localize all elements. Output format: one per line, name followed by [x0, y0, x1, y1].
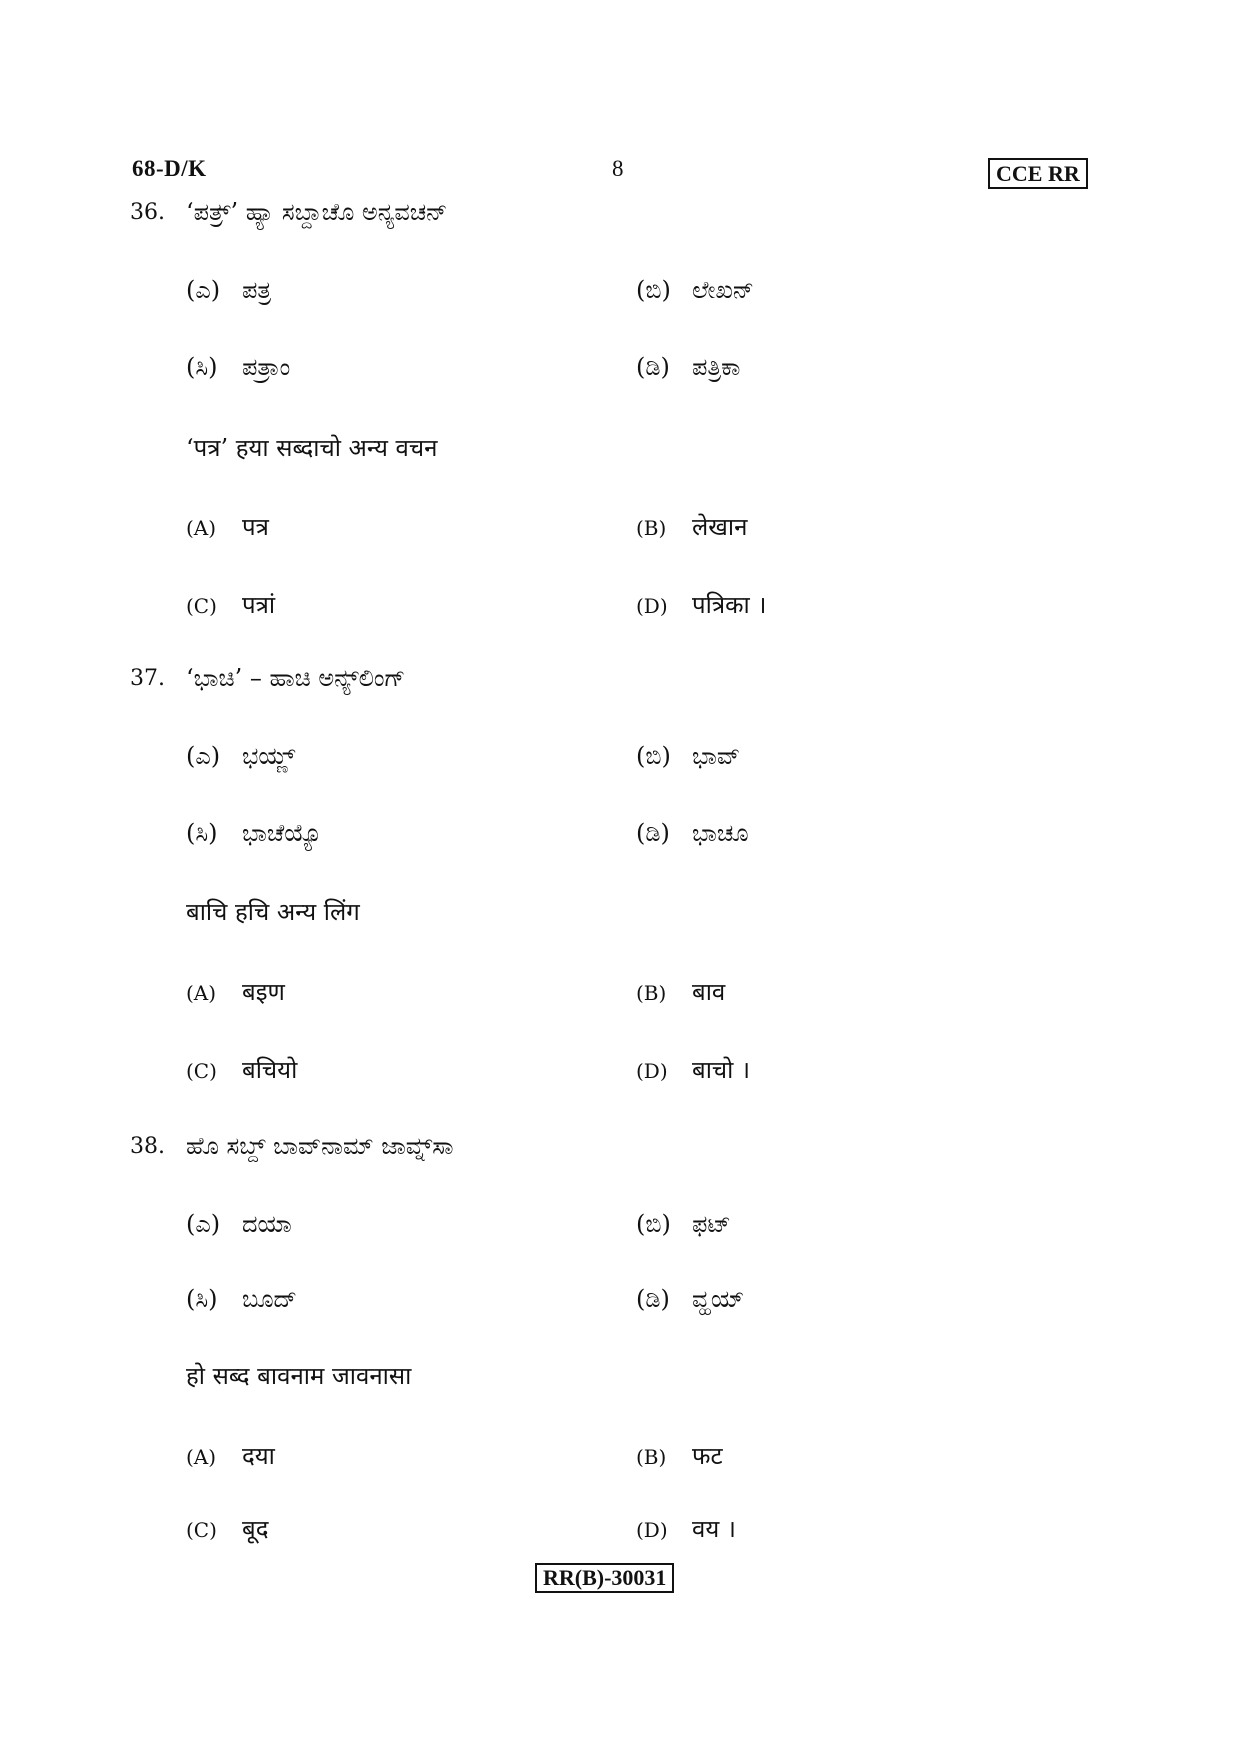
option-kannada-a[interactable] [186, 1209, 292, 1239]
option-text: ಭಯ್ಣ್ [242, 742, 296, 770]
option-label: (ಬಿ) [636, 1210, 671, 1238]
option-text: ಲೇಖನ್ [692, 276, 755, 304]
option-text: ಪತ್ರಾಂ [242, 353, 291, 381]
option-label: (C) [186, 1518, 217, 1542]
option-label: (ಬಿ) [636, 742, 671, 770]
option-text: पत्रां [242, 591, 276, 619]
option-kannada-c[interactable] [186, 352, 290, 382]
page-number: 8 [612, 156, 624, 181]
option-text: ಫಟ್ [692, 1210, 731, 1238]
option-kannada-c[interactable] [186, 818, 322, 848]
option-text: वय । [692, 1515, 736, 1543]
option-kannada-a[interactable] [186, 275, 271, 305]
option-text: पत्रिका । [692, 591, 767, 619]
option-kannada-c[interactable] [186, 1284, 297, 1314]
option-label: (D) [636, 1059, 668, 1083]
option-kannada-a[interactable] [186, 741, 295, 771]
option-label: (ಬಿ) [636, 276, 671, 304]
option-devanagari-d[interactable] [636, 1514, 736, 1545]
option-devanagari-c[interactable] [186, 590, 275, 621]
option-label: (D) [636, 1518, 668, 1542]
option-devanagari-d[interactable] [636, 1055, 750, 1086]
question-text-kannada: ‘ಪತ್ರ್’ ಹ್ಯಾ ಸಬ್ದಾಚೊ ಅನ್ಯವಚನ್ [186, 198, 448, 226]
option-label: (C) [186, 594, 217, 618]
option-label: (ಸಿ) [186, 1285, 218, 1313]
question-text-kannada: ‘ಭಾಚಿ’ – ಹಾಚಿ ಅನ್ಯ್‌ಲಿಂಗ್ [186, 664, 406, 692]
option-text: ಬೂದ್ [242, 1285, 297, 1313]
question-text-kannada: ಹೊ ಸಬ್ದ್ ಬಾವ್‌ನಾಮ್ ಜಾವ್ನ್‌ಸಾ [186, 1132, 454, 1160]
option-text: ಪತ್ರಿಕಾ [692, 353, 741, 381]
option-label: (ಎ) [186, 1210, 221, 1238]
option-label: (A) [186, 516, 217, 540]
option-text: फट [692, 1442, 723, 1470]
option-label: (ಡಿ) [636, 1285, 670, 1313]
series-code-box: CCE RR [988, 158, 1088, 189]
option-kannada-b[interactable] [636, 1209, 731, 1239]
booklet-code-box: RR(B)-30031 [535, 1563, 674, 1593]
option-label: (C) [186, 1059, 217, 1083]
option-devanagari-c[interactable] [186, 1055, 297, 1086]
option-label: (B) [636, 981, 667, 1005]
question-text-devanagari: बाचि हचि अन्य लिंग [186, 898, 360, 926]
option-kannada-d[interactable] [636, 352, 740, 382]
option-label: (D) [636, 594, 668, 618]
option-label: (ಡಿ) [636, 353, 670, 381]
option-text: बाचो । [692, 1056, 751, 1084]
option-text: दया [242, 1442, 275, 1470]
option-devanagari-a[interactable] [186, 977, 285, 1008]
option-devanagari-a[interactable] [186, 512, 269, 543]
question-number: 38. [130, 1134, 165, 1159]
option-kannada-b[interactable] [636, 275, 754, 305]
option-text: बाव [692, 978, 726, 1006]
option-label: (ಎ) [186, 742, 221, 770]
option-text: लेखान [692, 513, 748, 541]
paper-code: 68-D/K [132, 156, 207, 181]
option-label: (A) [186, 1445, 217, 1469]
option-text: ಭಾವ್ [692, 742, 741, 770]
question-text-devanagari: ‘पत्र’ हया सब्दाचो अन्य वचन [186, 434, 438, 462]
option-devanagari-b[interactable] [636, 512, 747, 543]
option-text: बचियो [242, 1056, 298, 1084]
option-text: ವ್ಹಯ್ [692, 1285, 745, 1313]
question-number: 36. [130, 200, 165, 225]
option-devanagari-b[interactable] [636, 1441, 723, 1472]
option-text: पत्र [242, 513, 269, 541]
option-label: (ಎ) [186, 276, 221, 304]
option-text: बूद [242, 1515, 269, 1543]
option-kannada-b[interactable] [636, 741, 740, 771]
option-text: बइण [242, 978, 285, 1006]
option-devanagari-b[interactable] [636, 977, 725, 1008]
option-text: ಭಾಚೂ [692, 819, 749, 847]
option-label: (ಸಿ) [186, 353, 218, 381]
option-devanagari-d[interactable] [636, 590, 766, 621]
option-kannada-d[interactable] [636, 1284, 744, 1314]
option-label: (B) [636, 516, 667, 540]
option-devanagari-c[interactable] [186, 1514, 268, 1545]
option-label: (B) [636, 1445, 667, 1469]
question-text-devanagari: हो सब्द बावनाम जावनासा [186, 1362, 412, 1390]
option-label: (ಸಿ) [186, 819, 218, 847]
option-text: ಪತ್ರ [242, 276, 272, 304]
option-label: (ಡಿ) [636, 819, 670, 847]
question-number: 37. [130, 666, 165, 691]
option-text: ಭಾಚೆಯ್ಯೊ [242, 819, 323, 847]
option-kannada-d[interactable] [636, 818, 749, 848]
option-text: ದಯಾ [242, 1210, 292, 1238]
option-devanagari-a[interactable] [186, 1441, 275, 1472]
option-label: (A) [186, 981, 217, 1005]
